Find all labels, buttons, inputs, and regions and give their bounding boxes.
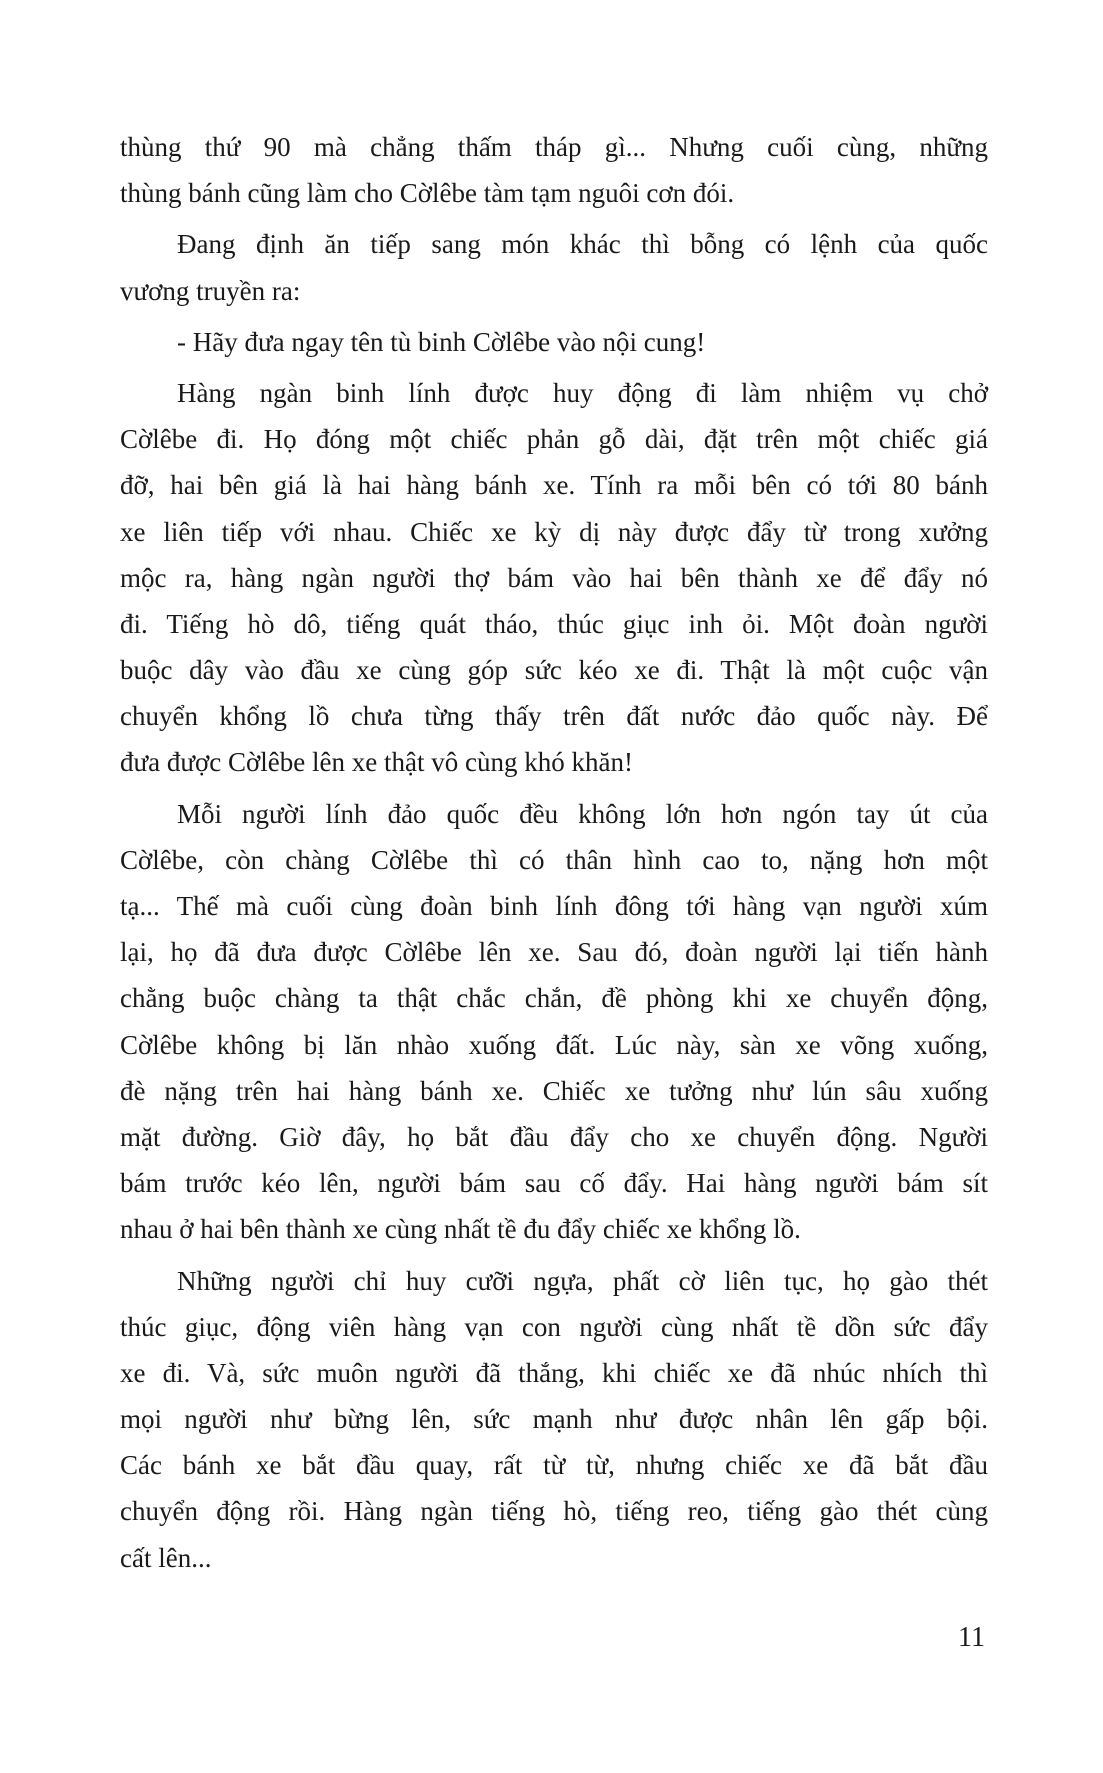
- text-line: mộc ra, hàng ngàn người thợ bám vào hai bên thành xe để đẩy nó: [120, 562, 988, 593]
- text-line: thùng thứ 90 mà chẳng thấm tháp gì... Nhưng cuối cùng, những: [120, 132, 988, 162]
- text-line: tạ... Thế mà cuối cùng đoàn binh lính đông tới hàng vạn người xúm: [120, 891, 988, 921]
- text-line: Cờlêbe đi. Họ đóng một chiếc phản gỗ dài, đặt trên một chiếc giá: [120, 424, 988, 455]
- text-line: Những người chỉ huy cưỡi ngựa, phất cờ liên tục, họ gào thét: [177, 1265, 988, 1296]
- text-line: đi. Tiếng hò dô, tiếng quát tháo, thúc giục inh ỏi. Một đoàn người: [120, 608, 988, 639]
- text-line: vương truyền ra:: [120, 275, 301, 306]
- page-body-text: [120, 124, 988, 1586]
- paragraph: [120, 319, 988, 365]
- text-line: chuyển động rồi. Hàng ngàn tiếng hò, tiếng reo, tiếng gào thét cùng: [120, 1496, 988, 1527]
- text-line: chằng buộc chàng ta thật chắc chắn, đề phòng khi xe chuyển động,: [120, 983, 988, 1014]
- page-number: 11: [958, 1622, 985, 1653]
- text-line: bám trước kéo lên, người bám sau cố đẩy. Hai hàng người bám sít: [120, 1168, 988, 1199]
- text-line: nhau ở hai bên thành xe cùng nhất tề đu đẩy chiếc xe khổng lồ.: [120, 1214, 801, 1245]
- text-line: buộc dây vào đầu xe cùng góp sức kéo xe đi. Thật là một cuộc vận: [120, 655, 988, 686]
- text-line: xe liên tiếp với nhau. Chiếc xe kỳ dị này được đẩy từ trong xưởng: [120, 516, 988, 547]
- text-line: mặt đường. Giờ đây, họ bắt đầu đẩy cho xe chuyển động. Người: [120, 1121, 988, 1152]
- text-line: - Hãy đưa ngay tên tù binh Cờlêbe vào nội cung!: [177, 326, 706, 357]
- text-line: Đang định ăn tiếp sang món khác thì bỗng có lệnh của quốc: [177, 229, 988, 260]
- text-line: chuyển khổng lồ chưa từng thấy trên đất nước đảo quốc này. Để: [120, 701, 988, 732]
- text-line: cất lên...: [120, 1542, 212, 1573]
- text-line: Hàng ngàn binh lính được huy động đi làm nhiệm vụ chở: [177, 377, 988, 408]
- text-line: đỡ, hai bên giá là hai hàng bánh xe. Tính ra mỗi bên có tới 80 bánh: [120, 470, 988, 501]
- text-line: đè nặng trên hai hàng bánh xe. Chiếc xe tưởng như lún sâu xuống: [120, 1075, 988, 1106]
- paragraph: [120, 370, 988, 786]
- text-line: Cờlêbe, còn chàng Cờlêbe thì có thân hình cao to, nặng hơn một: [120, 844, 988, 875]
- text-line: xe đi. Và, sức muôn người đã thắng, khi chiếc xe đã nhúc nhích thì: [120, 1357, 988, 1388]
- paragraph: [120, 124, 988, 216]
- text-line: Mỗi người lính đảo quốc đều không lớn hơn ngón tay út của: [177, 798, 988, 829]
- paragraph: [120, 221, 988, 313]
- text-line: đưa được Cờlêbe lên xe thật vô cùng khó khăn!: [120, 747, 633, 778]
- text-line: lại, họ đã đưa được Cờlêbe lên xe. Sau đó, đoàn người lại tiến hành: [120, 937, 988, 968]
- text-line: Cờlêbe không bị lăn nhào xuống đất. Lúc này, sàn xe võng xuống,: [120, 1029, 988, 1060]
- text-line: mọi người như bừng lên, sức mạnh như được nhân lên gấp bội.: [120, 1404, 988, 1435]
- text-line: Các bánh xe bắt đầu quay, rất từ từ, nhưng chiếc xe đã bắt đầu: [120, 1450, 988, 1481]
- text-line: thúc giục, động viên hàng vạn con người cùng nhất tề dồn sức đẩy: [120, 1311, 988, 1342]
- paragraph: [120, 791, 988, 1253]
- text-line: thùng bánh cũng làm cho Cờlêbe tàm tạm nguôi cơn đói.: [120, 178, 735, 209]
- paragraph: [120, 1258, 988, 1581]
